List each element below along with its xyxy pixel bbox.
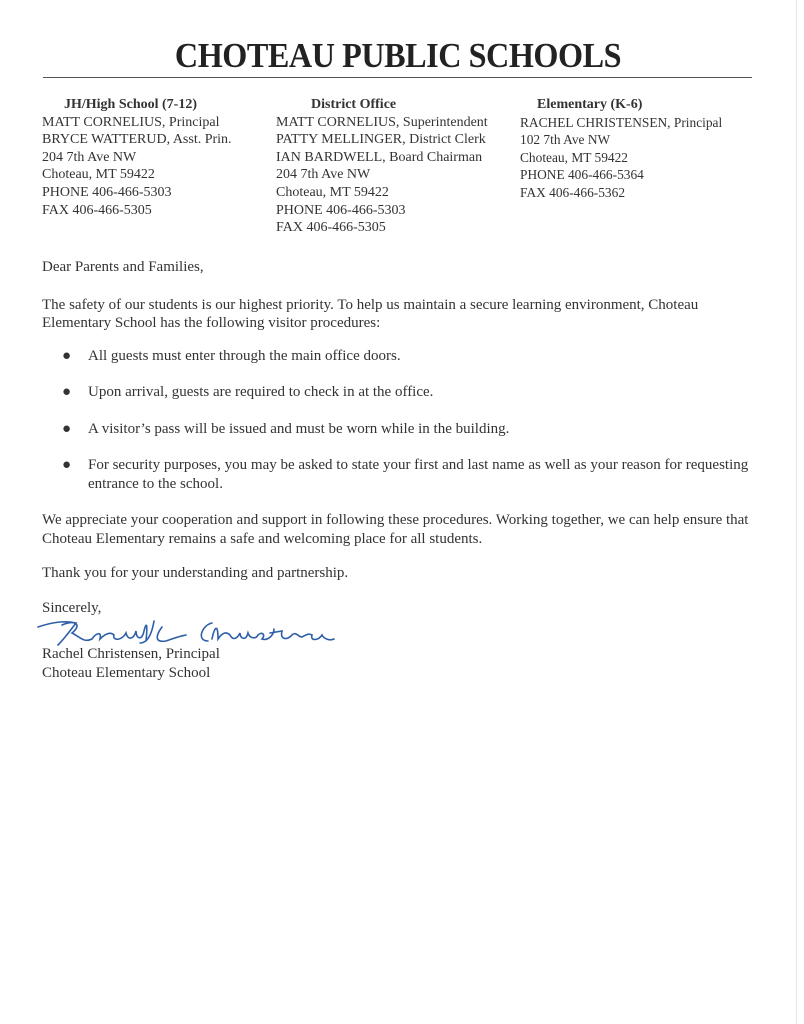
column-line: Choteau, MT 59422 (276, 184, 389, 200)
column-line: Choteau, MT 59422 (42, 167, 155, 183)
list-item-text: All guests must enter through the main office doors. (88, 347, 401, 364)
list-item (42, 456, 762, 493)
procedure-list (42, 347, 762, 494)
letterhead-column-district-office (276, 96, 506, 237)
closing-paragraph: We appreciate your cooperation and support in following these procedures. Working together, we can help ensure that Choteau Elementary remains a safe and welcoming place for all students. (42, 512, 749, 547)
column-line: FAX 406-466-5305 (276, 220, 386, 236)
column-line: PHONE 406-466-5303 (42, 184, 172, 200)
list-item (42, 383, 762, 402)
list-item (42, 347, 762, 366)
column-line: RACHEL CHRISTENSEN, Principal (520, 114, 723, 130)
bullet-icon: ● (62, 347, 72, 364)
intro-paragraph: The safety of our students is our highest priority. To help us maintain a secure learning environment, Choteau Elementary School has the following visitor procedures: (42, 296, 699, 331)
column-line: 204 7th Ave NW (276, 167, 371, 183)
letterhead-divider (43, 77, 752, 78)
list-item-text: Upon arrival, guests are required to check in at the office. (88, 384, 434, 400)
letterhead-title: CHOTEAU PUBLIC SCHOOLS (174, 36, 622, 75)
column-line: PHONE 406-466-5364 (520, 167, 644, 183)
bullet-icon: ● (62, 420, 72, 437)
column-line: PHONE 406-466-5303 (276, 202, 406, 218)
list-item (42, 420, 762, 439)
greeting: Dear Parents and Families, (42, 259, 204, 275)
signer-name: Rachel Christensen, Principal (42, 646, 220, 662)
column-line: MATT CORNELIUS, Superintendent (276, 114, 488, 130)
column-line: 102 7th Ave NW (520, 132, 611, 148)
letterhead-column-elementary (520, 96, 760, 202)
column-line: MATT CORNELIUS, Principal (42, 114, 220, 130)
signature (36, 613, 336, 647)
letter-body (42, 258, 762, 682)
column-line: Choteau, MT 59422 (520, 149, 628, 165)
column-line: IAN BARDWELL, Board Chairman (276, 149, 483, 165)
column-line: FAX 406-466-5305 (42, 202, 152, 218)
list-item-text: For security purposes, you may be asked to state your first and last name as well as your reason for requesting entrance to the school. (88, 457, 749, 492)
column-line: 204 7th Ave NW (42, 149, 137, 165)
column-line: FAX 406-466-5362 (520, 184, 626, 200)
column-line: PATTY MELLINGER, District Clerk (276, 132, 486, 148)
letterhead-column-high-school (42, 96, 252, 219)
bullet-icon: ● (62, 384, 72, 400)
column-heading: District Office (311, 97, 397, 112)
column-heading: JH/High School (7-12) (64, 97, 198, 112)
bullet-icon: ● (62, 457, 72, 473)
list-item-text: A visitor’s pass will be issued and must be worn while in the building. (88, 420, 510, 437)
column-heading: Elementary (K-6) (537, 97, 643, 112)
column-line: BRYCE WATTERUD, Asst. Prin. (42, 132, 232, 148)
signer-organization: Choteau Elementary School (42, 664, 211, 681)
sign-off: Sincerely, (42, 599, 102, 616)
thanks-line: Thank you for your understanding and partnership. (42, 565, 349, 581)
